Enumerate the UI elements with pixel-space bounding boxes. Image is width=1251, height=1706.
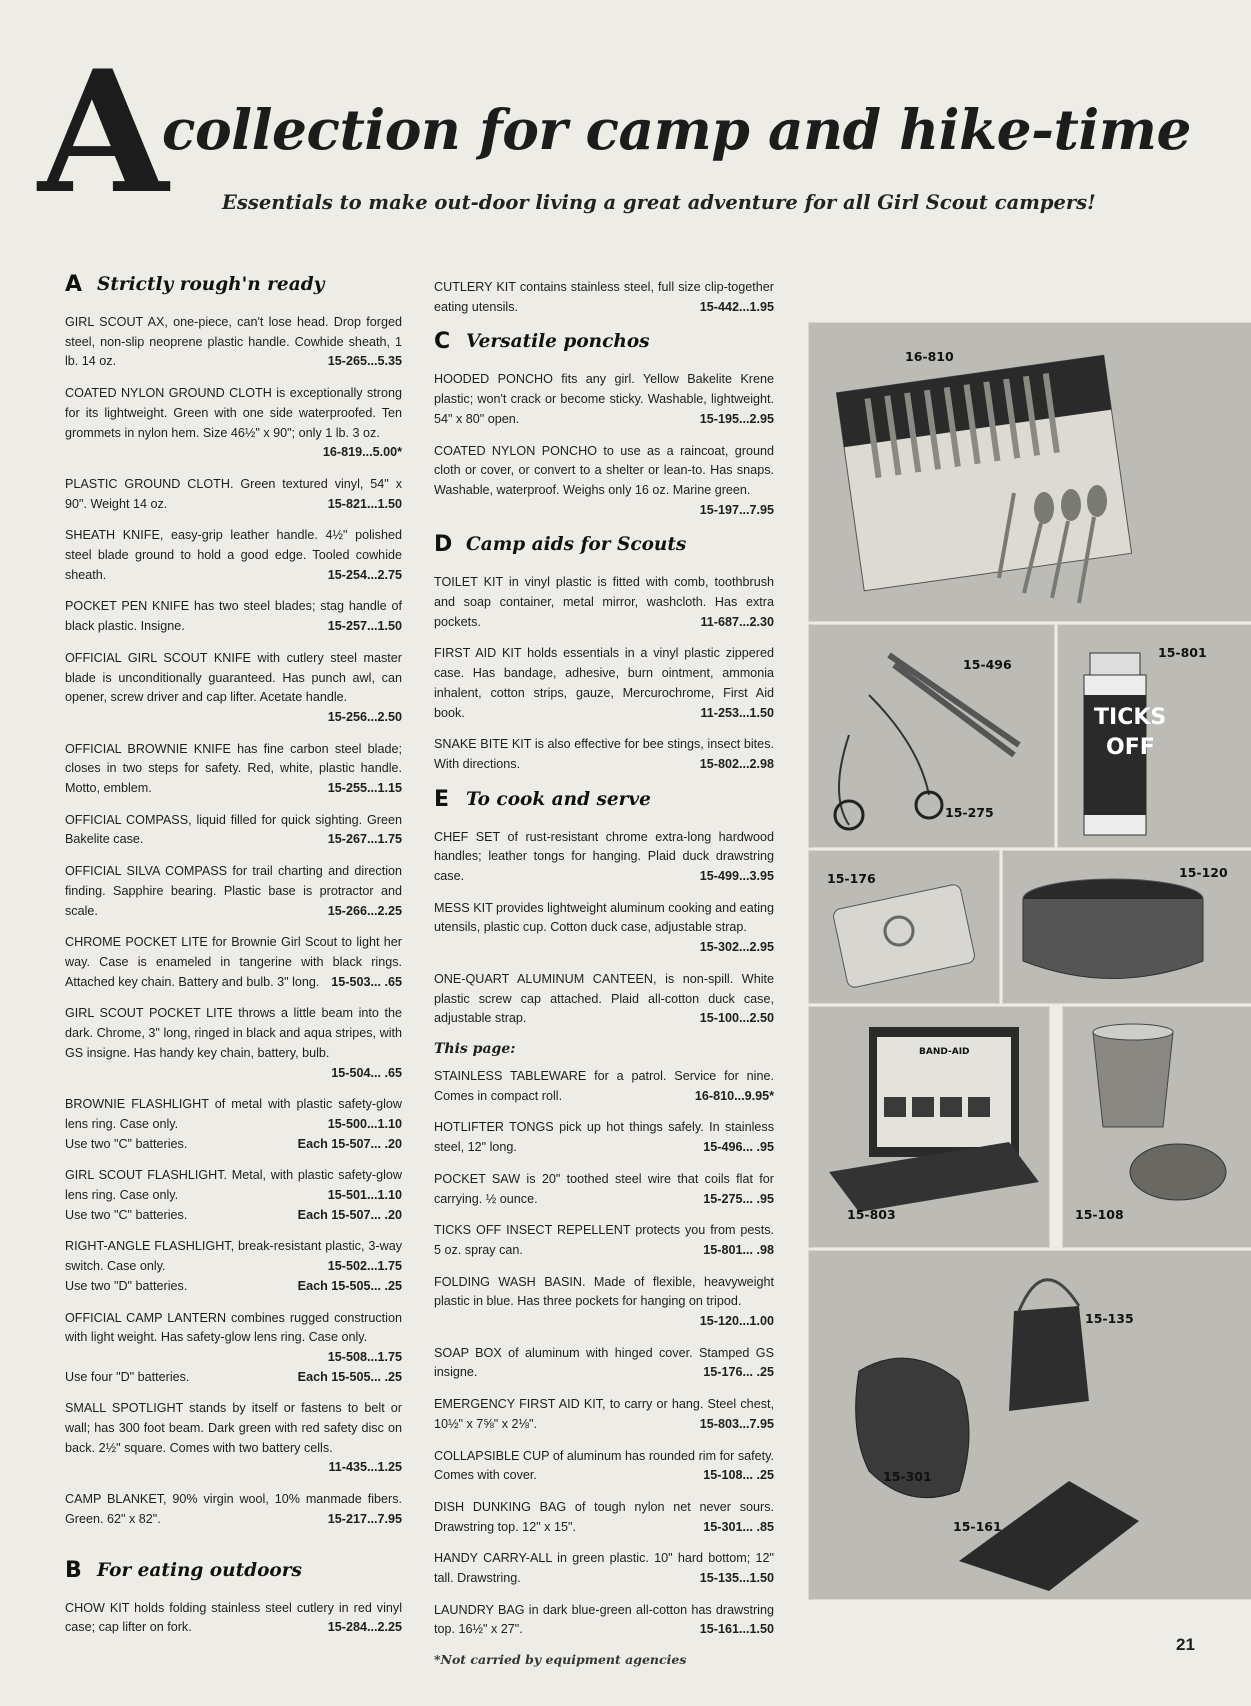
item-description: HOODED PONCHO fits any girl. Yellow Bakelite Krene plastic; won't crack or become sticky. Washable, lightweight. 54" x 80" open.	[434, 372, 774, 426]
item-description: TOILET KIT in vinyl plastic is fitted with comb, toothbrush and soap container, metal mirror, washcloth. Has extra pockets.	[434, 575, 774, 629]
item-description: OFFICIAL COMPASS, liquid filled for quick sighting. Green Bakelite case.	[65, 812, 402, 847]
catalog-item	[434, 828, 774, 887]
catalog-item	[65, 1004, 402, 1083]
item-description: SHEATH KNIFE, easy-grip leather handle. 4½" polished steel blade ground to hold a good edge. Tooled cowhide sheath.	[65, 528, 402, 582]
item-price: 15-275... .95	[703, 1191, 774, 1206]
item-number-label: 16-810	[905, 349, 954, 364]
item-description-block	[434, 573, 774, 632]
item-description-block	[434, 1273, 774, 1332]
spray-can-text: OFF	[1106, 735, 1155, 760]
item-description-block	[65, 1309, 402, 1368]
item-price: 15-499...3.95	[699, 869, 774, 884]
section-b-items	[65, 1599, 402, 1638]
item-description-block	[434, 1498, 774, 1537]
battery-line	[65, 1206, 402, 1226]
item-price: 15-503... .65	[331, 974, 402, 989]
item-description-block	[65, 1166, 402, 1205]
catalog-item	[65, 1095, 402, 1154]
column-left	[65, 272, 402, 1650]
catalog-item	[434, 442, 774, 521]
catalog-item	[65, 597, 402, 636]
catalog-item	[65, 313, 402, 372]
catalog-item	[434, 1395, 774, 1434]
item-price: 11-435...1.25	[328, 1460, 402, 1475]
item-description: STAINLESS TABLEWARE for a patrol. Service for nine. Comes in compact roll.	[434, 1068, 774, 1103]
catalog-item	[65, 1599, 402, 1638]
item-description-block	[434, 1118, 774, 1157]
catalog-item	[65, 649, 402, 728]
column-middle	[434, 278, 774, 1667]
item-description: GIRL SCOUT FLASHLIGHT. Metal, with plastic safety-glow lens ring. Case only.	[65, 1168, 402, 1203]
catalog-item	[434, 1221, 774, 1260]
section-letter: B	[65, 1557, 82, 1583]
item-description-block	[65, 933, 402, 992]
item-description-block	[434, 1549, 774, 1588]
tableware-roll-image	[809, 323, 1251, 621]
item-description-block	[65, 597, 402, 636]
item-description: HOTLIFTER TONGS pick up hot things safely. In stainless steel, 12" long.	[434, 1120, 774, 1155]
catalog-item	[434, 1549, 774, 1588]
item-description: PLASTIC GROUND CLOTH. Green textured vinyl, 54" x 90". Weight 14 oz.	[65, 476, 402, 511]
item-description: GIRL SCOUT POCKET LITE throws a little beam into the dark. Chrome, 3" long, ringed in black and aqua stripes, with GS insigne. Has handy key chain, battery, bulb.	[65, 1006, 402, 1060]
battery-line	[65, 1368, 402, 1388]
catalog-item	[434, 1273, 774, 1332]
section-letter: D	[434, 532, 453, 558]
item-description: CHOW KIT holds folding stainless steel cutlery in red vinyl case; cap lifter on fork.	[65, 1600, 402, 1635]
item-description: ONE-QUART ALUMINUM CANTEEN, is non-spill. White plastic screw cap attached. Plaid all-cotton duck case, adjustable strap.	[434, 971, 774, 1026]
item-description-block	[434, 1344, 774, 1383]
catalog-item	[65, 475, 402, 514]
item-description-block	[434, 1221, 774, 1260]
item-description: COATED NYLON GROUND CLOTH is exceptionally strong for its lightweight. Green with one side waterproofed. Ten grommets in nylon hem. Size 46½" x 90"; only 1 lb. 3 oz.	[65, 386, 402, 440]
this-page-heading: This page:	[434, 1040, 516, 1057]
section-heading-e	[434, 787, 774, 812]
catalog-item	[65, 1490, 402, 1529]
section-title: For eating outdoors	[97, 1559, 302, 1581]
catalog-item	[434, 1118, 774, 1157]
item-description-block	[434, 278, 774, 317]
item-number-label: 15-161	[953, 1519, 1002, 1534]
catalog-item	[434, 735, 774, 774]
item-description: CUTLERY KIT contains stainless steel, full size clip-together eating utensils.	[434, 280, 774, 314]
catalog-item	[65, 811, 402, 850]
section-title: Camp aids for Scouts	[466, 534, 687, 556]
section-title: Strictly rough'n ready	[97, 274, 325, 295]
item-description-block	[65, 649, 402, 728]
item-number-label: 15-176	[827, 871, 876, 886]
item-description: CAMP BLANKET, 90% virgin wool, 10% manmade fibers. Green. 62" x 82".	[65, 1492, 402, 1526]
section-c-items	[434, 370, 774, 520]
item-price: 15-442...1.95	[699, 299, 774, 314]
item-description-block	[65, 475, 402, 514]
item-description-block	[65, 811, 402, 850]
item-description-block	[65, 526, 402, 585]
first-aid-kit-image	[809, 1007, 1049, 1247]
item-description-block	[434, 644, 774, 723]
battery-line	[65, 1277, 402, 1297]
battery-price: Each 15-507... .20	[297, 1136, 402, 1151]
catalog-item	[434, 1170, 774, 1209]
catalog-item	[65, 384, 402, 463]
item-number-label: 15-108	[1075, 1207, 1124, 1222]
item-description: EMERGENCY FIRST AID KIT, to carry or hang. Steel chest, 10½" x 7⅝" x 2⅛".	[434, 1397, 774, 1431]
photo-tongs-saw	[808, 624, 1055, 848]
item-price: 15-195...2.95	[699, 411, 774, 426]
catalog-item	[434, 370, 774, 429]
item-description-block	[434, 1395, 774, 1434]
item-description-block	[434, 828, 774, 887]
item-description-block	[65, 740, 402, 799]
photo-spray-can	[1057, 624, 1251, 848]
catalog-item	[65, 1166, 402, 1225]
item-description: GIRL SCOUT AX, one-piece, can't lose head. Drop forged steel, non-slip neoprene plastic handle. Cowhide sheath, 1 lb. 14 oz.	[65, 315, 402, 369]
footnote: *Not carried by equipment agencies	[434, 1652, 687, 1668]
item-price: 15-284...2.25	[327, 1620, 402, 1635]
item-description: SNAKE BITE KIT is also effective for bee stings, insect bites. With directions.	[434, 737, 774, 771]
catalog-item	[65, 526, 402, 585]
item-number-label: 15-120	[1179, 865, 1228, 880]
photo-soap-box	[808, 850, 1000, 1004]
item-description: OFFICIAL CAMP LANTERN combines rugged construction with light weight. Has safety-glow lens ring. Case only.	[65, 1310, 402, 1345]
item-description-block	[65, 384, 402, 463]
item-price: 15-508...1.75	[327, 1349, 402, 1364]
catalog-item	[434, 1498, 774, 1537]
section-heading-d	[434, 532, 774, 557]
item-price: 15-267...1.75	[327, 832, 402, 847]
item-description-block	[65, 1237, 402, 1276]
section-a-items	[65, 313, 402, 1530]
photo-tableware	[808, 322, 1251, 622]
product-photos	[808, 322, 1251, 1600]
item-description: RIGHT-ANGLE FLASHLIGHT, break-resistant plastic, 3-way switch. Case only.	[65, 1239, 402, 1274]
item-description-block	[434, 442, 774, 521]
photo-collapsible-cup	[1062, 1006, 1251, 1248]
item-price: 15-161...1.50	[699, 1622, 774, 1637]
catalog-item	[434, 644, 774, 723]
item-description-block	[434, 1447, 774, 1486]
catalog-item	[434, 278, 774, 317]
item-price: 15-255...1.15	[327, 781, 402, 796]
battery-label: Use two "D" batteries.	[65, 1278, 188, 1293]
item-price: 15-504... .65	[331, 1065, 402, 1080]
item-description-block	[434, 1067, 774, 1106]
photo-wash-basin	[1002, 850, 1251, 1004]
battery-label: Use two "C" batteries.	[65, 1136, 188, 1151]
item-description: POCKET PEN KNIFE has two steel blades; stag handle of black plastic. Insigne.	[65, 599, 402, 634]
item-price: 15-266...2.25	[327, 903, 402, 918]
item-description: TICKS OFF INSECT REPELLENT protects you from pests. 5 oz. spray can.	[434, 1223, 774, 1257]
item-description: OFFICIAL GIRL SCOUT KNIFE with cutlery steel master blade is unconditionally guaranteed. Has punch awl, can opener, screw driver and cap lifter. Acetate handle.	[65, 650, 402, 705]
item-description: MESS KIT provides lightweight aluminum cooking and eating utensils, plastic cup. Cotton duck case, adjustable strap.	[434, 900, 774, 935]
section-b-continued-items	[434, 278, 774, 317]
item-description: FIRST AID KIT holds essentials in a vinyl plastic zippered case. Has bandage, adhesive, burn ointment, ammonia inhalent, cotton strips, gauze, Mercurochrome, First Aid book.	[434, 646, 774, 720]
item-description: BROWNIE FLASHLIGHT of metal with plastic safety-glow lens ring. Case only.	[65, 1097, 402, 1131]
item-description-block	[65, 1490, 402, 1529]
item-number-label: 15-135	[1085, 1311, 1134, 1326]
item-price: 15-197...7.95	[699, 502, 774, 517]
this-page-items	[434, 1067, 774, 1640]
item-price: 15-496... .95	[703, 1140, 774, 1155]
catalog-item	[434, 1447, 774, 1486]
item-description: CHROME POCKET LITE for Brownie Girl Scout to light her way. Case is enameled in tangerine with black rings. Attached key chain. Battery and bulb. 3" long.	[65, 935, 402, 989]
catalog-item	[434, 899, 774, 958]
drop-cap-letter: A	[38, 33, 169, 231]
battery-price: Each 15-507... .20	[297, 1207, 402, 1222]
catalog-item	[65, 1237, 402, 1296]
catalog-item	[434, 1067, 774, 1106]
item-price: 16-819...5.00*	[322, 445, 402, 460]
catalog-item	[65, 740, 402, 799]
item-price: 11-253...1.50	[700, 705, 774, 720]
item-number-label: 15-803	[847, 1207, 896, 1222]
section-title: To cook and serve	[466, 788, 651, 810]
item-price: 15-803...7.95	[699, 1416, 774, 1431]
item-description: COATED NYLON PONCHO to use as a raincoat, ground cloth or cover, or convert to a shelter or lean-to. Has snaps. Washable, waterproof. Weighs only 16 oz. Marine green.	[434, 443, 774, 497]
catalog-item	[65, 1399, 402, 1478]
item-price: 15-108... .25	[703, 1468, 774, 1483]
item-price: 15-217...7.95	[327, 1511, 402, 1526]
section-letter: C	[434, 329, 451, 355]
item-description-block	[65, 313, 402, 372]
item-description-block	[434, 735, 774, 774]
item-price: 15-302...2.95	[699, 940, 774, 955]
item-description-block	[65, 1095, 402, 1134]
item-description-block	[434, 1170, 774, 1209]
item-price: 15-265...5.35	[327, 354, 402, 369]
item-description: FOLDING WASH BASIN. Made of flexible, heavyweight plastic in blue. Has three pockets for hanging on tripod.	[434, 1274, 774, 1309]
section-letter: A	[65, 272, 83, 297]
item-description: OFFICIAL BROWNIE KNIFE has fine carbon steel blade; closes in two steps for safety. Red, white, plastic handle. Motto, emblem.	[65, 741, 402, 796]
item-price: 15-802...2.98	[699, 756, 774, 771]
item-description-block	[434, 899, 774, 958]
item-number-label: 15-801	[1158, 645, 1207, 660]
catalog-item	[65, 862, 402, 921]
item-description-block	[434, 970, 774, 1029]
item-price: 15-135...1.50	[699, 1571, 774, 1586]
section-title: Versatile ponchos	[466, 331, 650, 353]
item-price: 15-176... .25	[703, 1365, 774, 1380]
item-description: LAUNDRY BAG in dark blue-green all-cotton has drawstring top. 16½" x 27".	[434, 1602, 774, 1637]
section-heading-b	[65, 1558, 402, 1583]
item-description-block	[65, 1399, 402, 1478]
catalog-item	[65, 1309, 402, 1388]
item-description: SMALL SPOTLIGHT stands by itself or fastens to belt or wall; has 300 foot beam. Dark green with red safety disc on back. 2½" square. Comes with two battery cells.	[65, 1401, 402, 1455]
catalog-item	[434, 1601, 774, 1640]
item-description: CHEF SET of rust-resistant chrome extra-long hardwood handles; leather tongs for hanging. Plaid duck drawstring case.	[434, 829, 774, 884]
section-d-items	[434, 573, 774, 774]
item-description-block	[65, 862, 402, 921]
item-price: 15-100...2.50	[699, 1011, 774, 1026]
item-description-block	[434, 370, 774, 429]
item-price: 15-501...1.10	[327, 1188, 402, 1203]
item-price: 15-256...2.50	[327, 709, 402, 724]
page-title: collection for camp and hike-time	[162, 97, 1191, 162]
item-price: 15-502...1.75	[327, 1259, 402, 1274]
battery-line	[65, 1135, 402, 1155]
item-number-label: 15-301	[883, 1469, 932, 1484]
item-description: COLLAPSIBLE CUP of aluminum has rounded rim for safety. Comes with cover.	[434, 1448, 774, 1483]
catalog-item	[434, 573, 774, 632]
section-letter: E	[434, 786, 450, 812]
page-subtitle: Essentials to make out-door living a great adventure for all Girl Scout campers!	[222, 191, 1096, 214]
item-price: 15-257...1.50	[327, 619, 402, 634]
item-description: POCKET SAW is 20" toothed steel wire that coils flat for carrying. ½ ounce.	[434, 1171, 774, 1206]
battery-label: Use two "C" batteries.	[65, 1207, 188, 1222]
battery-price: Each 15-505... .25	[297, 1369, 402, 1384]
photo-first-aid-kit	[808, 1006, 1050, 1248]
item-number-label: 15-275	[945, 805, 994, 820]
section-heading-c	[434, 329, 774, 354]
battery-price: Each 15-505... .25	[297, 1278, 402, 1293]
section-heading-a	[65, 272, 402, 297]
item-description-block	[65, 1599, 402, 1638]
section-e-items	[434, 828, 774, 1029]
battery-label: Use four "D" batteries.	[65, 1369, 190, 1384]
item-price: 16-810...9.95*	[694, 1088, 774, 1103]
item-description: OFFICIAL SILVA COMPASS for trail charting and direction finding. Sapphire bearing. Plastic base is protractor and scale.	[65, 864, 402, 918]
tongs-and-saw-image	[809, 625, 1054, 847]
item-price: 15-120...1.00	[699, 1314, 774, 1329]
bags-image	[809, 1251, 1251, 1599]
item-price: 15-801... .98	[703, 1242, 774, 1257]
item-description-block	[65, 1004, 402, 1083]
item-description: HANDY CARRY-ALL in green plastic. 10" hard bottom; 12" tall. Drawstring.	[434, 1551, 774, 1586]
item-price: 15-821...1.50	[327, 496, 402, 511]
first-aid-kit-text: BAND-AID	[919, 1047, 970, 1057]
item-description: DISH DUNKING BAG of tough nylon net never sours. Drawstring top. 12" x 15".	[434, 1499, 774, 1534]
item-price: 15-500...1.10	[327, 1116, 402, 1131]
item-description: SOAP BOX of aluminum with hinged cover. Stamped GS insigne.	[434, 1345, 774, 1380]
item-price: 15-301... .85	[703, 1519, 774, 1534]
catalog-item	[434, 1344, 774, 1383]
item-description-block	[434, 1601, 774, 1640]
spray-can-text: TICKS	[1094, 705, 1167, 730]
item-price: 15-254...2.75	[327, 567, 402, 582]
photo-bags	[808, 1250, 1251, 1600]
catalog-item	[65, 933, 402, 992]
item-number-label: 15-496	[963, 657, 1012, 672]
item-price: 11-687...2.30	[700, 614, 774, 629]
catalog-item	[434, 970, 774, 1029]
page-number: 21	[1176, 1635, 1195, 1654]
